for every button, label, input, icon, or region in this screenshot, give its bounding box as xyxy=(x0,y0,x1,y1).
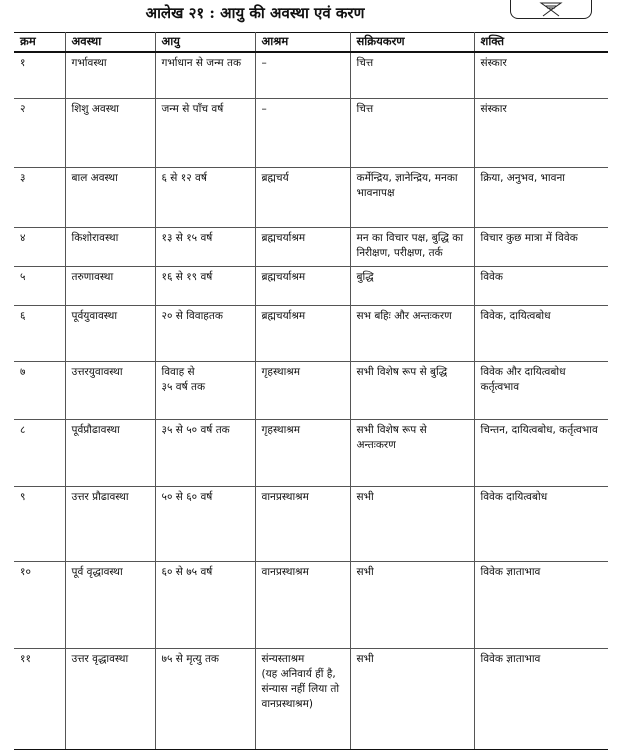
lifecycle-table xyxy=(14,32,608,750)
cell-ashram: ब्रह्मचर्याश्रम xyxy=(255,266,350,305)
table-row xyxy=(14,648,608,749)
cell-aayu: जन्म से पाँच वर्ष xyxy=(155,98,255,167)
cell-kram: ५ xyxy=(14,266,65,305)
cell-sakriyakaran: बुद्धि xyxy=(350,266,474,305)
cell-aayu: ३५ से ५० वर्ष तक xyxy=(155,419,255,486)
cell-sakriyakaran: सभी विशेष रूप से अन्तःकरण xyxy=(350,419,474,486)
column-header-aayu: आयु xyxy=(155,33,255,53)
cell-ashram: संन्यस्ताश्रम (यह अनिवार्य हीं है, संन्यास नहीं लिया तो वानप्रस्थाश्रम) xyxy=(255,648,350,749)
emblem-icon xyxy=(539,1,563,17)
cell-ashram: ब्रह्मचर्याश्रम xyxy=(255,305,350,361)
cell-avastha: पूर्वप्रौढावस्था xyxy=(65,419,155,486)
emblem-logo xyxy=(510,0,592,19)
cell-sakriyakaran: सभी xyxy=(350,648,474,749)
cell-aayu: ५० से ६० वर्ष xyxy=(155,486,255,561)
cell-ashram: वानप्रस्थाश्रम xyxy=(255,561,350,648)
table-row xyxy=(14,486,608,561)
cell-shakti: विवेक xyxy=(474,266,608,305)
column-header-shakti: शक्ति xyxy=(474,33,608,53)
cell-sakriyakaran: कर्मेन्द्रिय, ज्ञानेन्द्रिय, मनका भावनापक्ष xyxy=(350,167,474,227)
cell-shakti: क्रिया, अनुभव, भावना xyxy=(474,167,608,227)
cell-kram: ८ xyxy=(14,419,65,486)
cell-avastha: तरुणावस्था xyxy=(65,266,155,305)
cell-shakti: विवेक दायित्वबोध xyxy=(474,486,608,561)
column-header-ashram: आश्रम xyxy=(255,33,350,53)
cell-kram: ७ xyxy=(14,361,65,419)
cell-shakti: संस्कार xyxy=(474,52,608,98)
table-row xyxy=(14,419,608,486)
cell-avastha: गर्भावस्था xyxy=(65,52,155,98)
cell-aayu: १३ से १५ वर्ष xyxy=(155,227,255,266)
cell-avastha: शिशु अवस्था xyxy=(65,98,155,167)
cell-aayu: विवाह से ३५ वर्ष तक xyxy=(155,361,255,419)
table-row xyxy=(14,561,608,648)
cell-ashram: गृहस्थाश्रम xyxy=(255,419,350,486)
cell-ashram: ब्रह्मचर्य xyxy=(255,167,350,227)
cell-sakriyakaran: सभी xyxy=(350,486,474,561)
column-header-avastha: अवस्था xyxy=(65,33,155,53)
cell-kram: ४ xyxy=(14,227,65,266)
cell-avastha: बाल अवस्था xyxy=(65,167,155,227)
table-row xyxy=(14,52,608,98)
table-row xyxy=(14,98,608,167)
cell-sakriyakaran: चित्त xyxy=(350,52,474,98)
table-row xyxy=(14,361,608,419)
cell-aayu: गर्भाधान से जन्म तक xyxy=(155,52,255,98)
cell-sakriyakaran: चित्त xyxy=(350,98,474,167)
cell-kram: ११ xyxy=(14,648,65,749)
cell-sakriyakaran: मन का विचार पक्ष, बुद्धि का निरीक्षण, परीक्षण, तर्क xyxy=(350,227,474,266)
cell-sakriyakaran: सभी विशेष रूप से बुद्धि xyxy=(350,361,474,419)
column-header-kram: क्रम xyxy=(14,33,65,53)
cell-sakriyakaran: सभी xyxy=(350,561,474,648)
cell-aayu: ६ से १२ वर्ष xyxy=(155,167,255,227)
cell-avastha: उत्तर प्रौढावस्था xyxy=(65,486,155,561)
cell-shakti: विवेक ज्ञाताभाव xyxy=(474,648,608,749)
page-title: आलेख २१ : आयु की अवस्था एवं करण xyxy=(145,4,365,22)
column-header-sakriyakaran: सक्रियकरण xyxy=(350,33,474,53)
cell-kram: २ xyxy=(14,98,65,167)
cell-ashram: ब्रह्मचर्याश्रम xyxy=(255,227,350,266)
cell-kram: १ xyxy=(14,52,65,98)
cell-ashram: गृहस्थाश्रम xyxy=(255,361,350,419)
cell-shakti: विवेक और दायित्वबोध कर्तृत्वभाव xyxy=(474,361,608,419)
table-row xyxy=(14,167,608,227)
cell-sakriyakaran: सभ बहिः और अन्तःकरण xyxy=(350,305,474,361)
cell-shakti: चिन्तन, दायित्वबोध, कर्तृत्वभाव xyxy=(474,419,608,486)
table-header-row xyxy=(14,33,608,53)
cell-avastha: पूर्व वृद्धावस्था xyxy=(65,561,155,648)
cell-avastha: किशोरावस्था xyxy=(65,227,155,266)
cell-avastha: पूर्वयुवावस्था xyxy=(65,305,155,361)
cell-avastha: उत्तरयुवावस्था xyxy=(65,361,155,419)
cell-ashram: वानप्रस्थाश्रम xyxy=(255,486,350,561)
table-row xyxy=(14,227,608,266)
cell-shakti: विवेक ज्ञाताभाव xyxy=(474,561,608,648)
cell-avastha: उत्तर वृद्धावस्था xyxy=(65,648,155,749)
cell-kram: ९ xyxy=(14,486,65,561)
table-row xyxy=(14,266,608,305)
cell-ashram: – xyxy=(255,98,350,167)
cell-aayu: १६ से १९ वर्ष xyxy=(155,266,255,305)
cell-shakti: विचार कुछ मात्रा में विवेक xyxy=(474,227,608,266)
cell-ashram: – xyxy=(255,52,350,98)
cell-kram: ६ xyxy=(14,305,65,361)
cell-shakti: संस्कार xyxy=(474,98,608,167)
table-row xyxy=(14,305,608,361)
cell-aayu: २० से विवाहतक xyxy=(155,305,255,361)
cell-shakti: विवेक, दायित्वबोध xyxy=(474,305,608,361)
cell-aayu: ७५ से मृत्यु तक xyxy=(155,648,255,749)
cell-aayu: ६० से ७५ वर्ष xyxy=(155,561,255,648)
cell-kram: १० xyxy=(14,561,65,648)
cell-kram: ३ xyxy=(14,167,65,227)
